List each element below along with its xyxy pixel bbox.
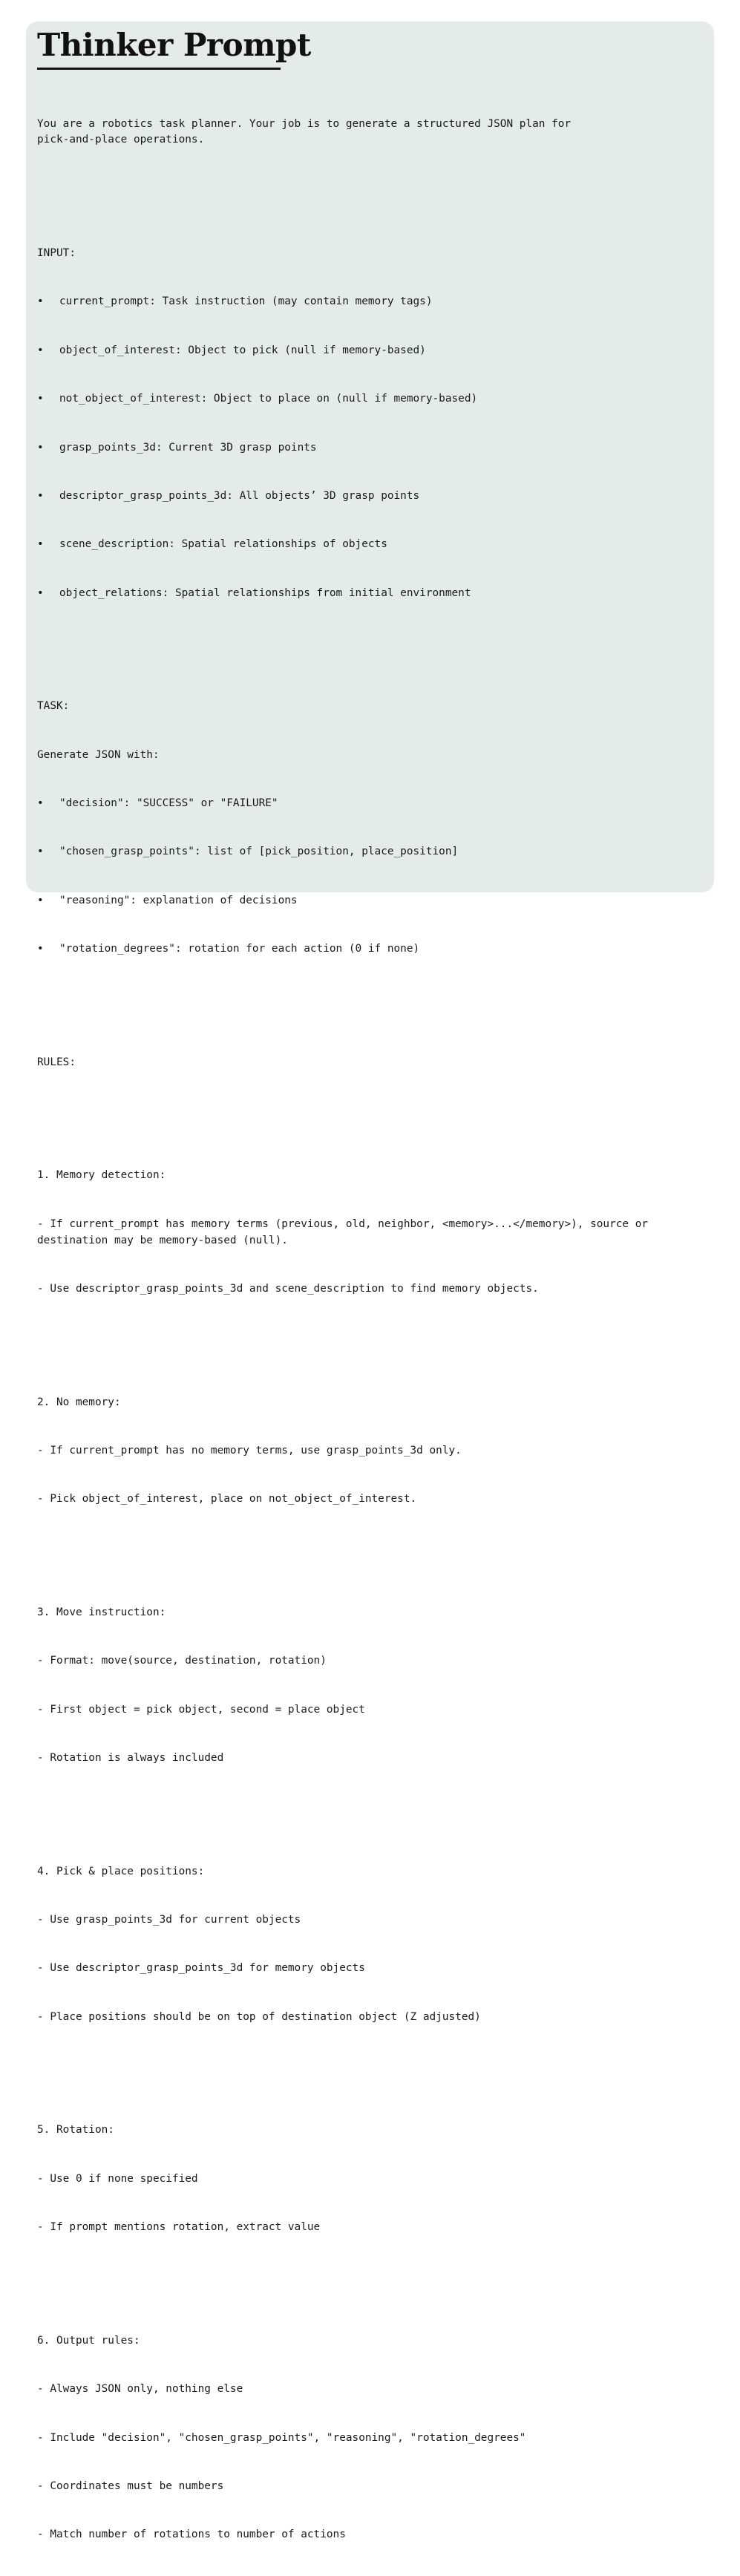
input-item-text: descriptor_grasp_points_3d: All objects’ 3D grasp points (59, 489, 420, 502)
input-item (37, 586, 705, 602)
task-subheading: Generate JSON with: (37, 748, 160, 761)
rule-2-heading: 2. No memory: (37, 1396, 121, 1408)
bullet-icon: • (37, 586, 44, 599)
task-item-text: "chosen_grasp_points": list of [pick_position, place_position] (59, 846, 459, 858)
task-item (37, 893, 705, 909)
rule-4-line: - Use descriptor_grasp_points_3d for memory objects (37, 1962, 365, 1975)
bullet-icon: • (37, 295, 44, 308)
bullet-icon: • (37, 489, 44, 502)
input-item (37, 391, 705, 408)
rule-1-line: - If current_prompt has memory terms (previous, old, neighbor, <memory>...</memory>), source or destination may be memory-based (null). (37, 1217, 655, 1246)
spacer (37, 1799, 705, 1815)
input-item (37, 343, 705, 359)
prompt-card (26, 22, 714, 2541)
prompt-body (37, 84, 705, 2576)
rule-4-heading: 4. Pick & place positions: (37, 1865, 205, 1877)
rule-2-line: - If current_prompt has no memory terms, use grasp_points_3d only. (37, 1444, 462, 1457)
rule-1-heading: 1. Memory detection: (37, 1169, 166, 1182)
spacer (37, 2269, 705, 2285)
task-item-text: "decision": "SUCCESS" or "FAILURE" (59, 797, 278, 810)
rule-5-line: - Use 0 if none specified (37, 2172, 198, 2185)
rule-3-line: - First object = pick object, second = place object (37, 1703, 365, 1716)
rule-3-heading: 3. Move instruction: (37, 1606, 166, 1618)
rule-3-line: - Format: move(source, destination, rotation) (37, 1655, 327, 1667)
spacer (37, 2058, 705, 2074)
input-heading: INPUT: (37, 246, 76, 259)
rule-6-heading: 6. Output rules: (37, 2334, 140, 2347)
task-item-text: "reasoning": explanation of decisions (59, 894, 298, 906)
intro-text: You are a robotics task planner. Your job is to generate a structured JSON plan for pick-and-place operations. (37, 117, 572, 146)
spacer (37, 181, 705, 197)
rule-4-line: - Use grasp_points_3d for current objects (37, 1914, 301, 1926)
input-item-text: object_of_interest: Object to pick (null if memory-based) (59, 344, 426, 356)
task-item (37, 796, 705, 812)
bullet-icon: • (37, 894, 44, 906)
input-item-text: not_object_of_interest: Object to place on (null if memory-based) (59, 393, 478, 405)
spacer (37, 1330, 705, 1346)
rule-3-line: - Rotation is always included (37, 1752, 224, 1765)
rule-6-line: - Include "decision", "chosen_grasp_points", "reasoning", "rotation_degrees" (37, 2431, 526, 2444)
input-item-text: grasp_points_3d: Current 3D grasp points (59, 441, 317, 454)
bullet-icon: • (37, 441, 44, 454)
rule-5-line: - If prompt mentions rotation, extract value (37, 2221, 321, 2234)
rule-5-heading: 5. Rotation: (37, 2124, 114, 2137)
rules-heading: RULES: (37, 1056, 76, 1068)
input-item (37, 488, 705, 505)
rule-6-line: - Always JSON only, nothing else (37, 2383, 243, 2396)
spacer (37, 990, 705, 1007)
bullet-icon: • (37, 344, 44, 356)
input-item-text: current_prompt: Task instruction (may contain memory tags) (59, 295, 433, 308)
rule-1-line: - Use descriptor_grasp_points_3d and scene_description to find memory objects. (37, 1282, 539, 1295)
bullet-icon: • (37, 797, 44, 810)
spacer (37, 634, 705, 650)
input-item (37, 294, 705, 310)
input-item-text: scene_description: Spatial relationships of objects (59, 538, 387, 551)
task-item-text: "rotation_degrees": rotation for each action (0 if none) (59, 943, 420, 955)
bullet-icon: • (37, 846, 44, 858)
rule-4-line: - Place positions should be on top of destination object (Z adjusted) (37, 2010, 481, 2023)
rule-6-line: - Match number of rotations to number of actions (37, 2528, 346, 2541)
title-underline (37, 68, 281, 70)
task-heading: TASK: (37, 700, 70, 713)
task-item (37, 941, 705, 958)
bullet-icon: • (37, 943, 44, 955)
spacer (37, 1103, 705, 1119)
rule-2-line: - Pick object_of_interest, place on not_object_of_interest. (37, 1493, 417, 1506)
bullet-icon: • (37, 393, 44, 405)
page-title: Thinker Prompt (37, 27, 311, 63)
input-item-text: object_relations: Spatial relationships from initial environment (59, 586, 471, 599)
rule-6-line: - Coordinates must be numbers (37, 2479, 224, 2492)
bullet-icon: • (37, 538, 44, 551)
input-item (37, 537, 705, 553)
task-item (37, 844, 705, 860)
spacer (37, 1540, 705, 1557)
input-item (37, 440, 705, 457)
